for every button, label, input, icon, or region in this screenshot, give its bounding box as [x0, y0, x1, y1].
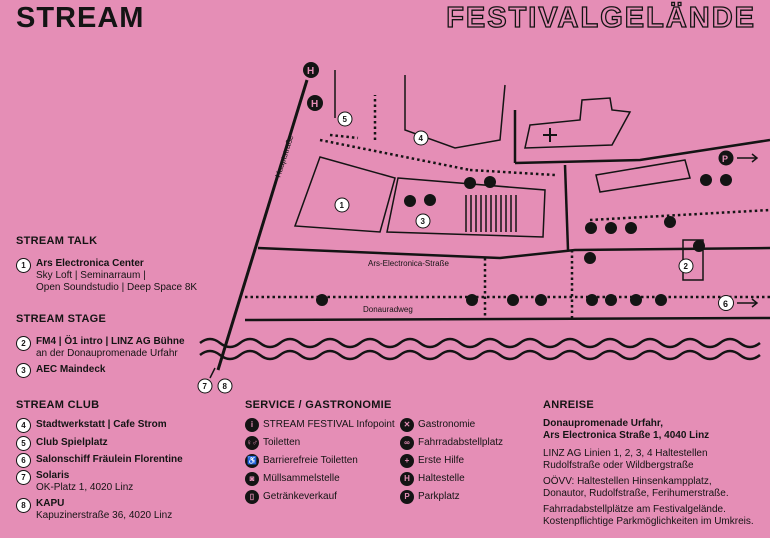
label-hauptstrasse: Hauptstraße	[273, 133, 296, 179]
club-item: KAPU Kapuzinerstraße 36, 4020 Linz	[36, 498, 173, 521]
club-item-number: 4	[16, 418, 31, 433]
anreise-public-transport: LINZ AG Linien 1, 2, 3, 4 Haltestellen Rudolfstraße oder Wildbergstraße	[543, 448, 708, 471]
map-service-icons	[316, 174, 732, 306]
bus-stop-marker-2	[307, 95, 323, 111]
food-icon: ✕	[400, 418, 414, 432]
svg-text:H: H	[311, 99, 319, 110]
talk-item-number: 1	[16, 258, 31, 273]
toilet-icon: ♀♂	[245, 436, 259, 450]
building-upper-right	[596, 160, 690, 192]
anreise-oovv: OÖVV: Haltestellen Hinsenkampplatz, Donautor, Rudolfstraße, Ferihumerstraße.	[543, 476, 729, 499]
talk-item	[36, 258, 226, 294]
danube-wave-1	[200, 339, 760, 347]
stage-item-detail: an der Donaupromenade Urfahr	[36, 348, 178, 359]
drink-icon: ▯	[245, 490, 259, 504]
parking-marker-2	[719, 296, 734, 311]
anreise-parking: Fahrradabstellplätze am Festivalgelände. Kostenpflichtige Parkmöglichkeiten im Umkreis.	[543, 504, 754, 527]
svg-text:2: 2	[683, 262, 688, 271]
stream-club-heading: STREAM CLUB	[16, 399, 100, 411]
club-item-number: 6	[16, 453, 31, 468]
svg-text:8: 8	[222, 382, 227, 391]
stage-item-number: 3	[16, 363, 31, 378]
svg-text:H: H	[307, 66, 315, 77]
anreise-heading: ANREISE	[543, 399, 594, 411]
anreise-address: Donaupromenade Urfahr, Ars Electronica Straße 1, 4040 Linz	[543, 418, 710, 441]
svg-text:6: 6	[723, 299, 729, 309]
stream-stage-heading: STREAM STAGE	[16, 313, 107, 325]
stage-item	[36, 336, 226, 360]
talk-item-name: Ars Electronica Center	[36, 258, 144, 269]
donauradweg-road	[245, 318, 770, 320]
info-icon: i	[245, 418, 259, 432]
map-site-3	[416, 214, 430, 228]
first-aid-icon: +	[400, 454, 414, 468]
label-ars-electronica-strasse: Ars-Electronica-Straße	[368, 259, 449, 268]
danube-wave-2	[200, 351, 760, 359]
stream-talk-heading: STREAM TALK	[16, 235, 98, 247]
service-heading: SERVICE / GASTRONOMIE	[245, 399, 392, 411]
parking-icon: P	[400, 490, 414, 504]
building-aec	[295, 157, 395, 232]
map-site-7	[198, 379, 212, 393]
talk-item-detail-2: Open Soundstudio | Deep Space 8K	[36, 282, 198, 293]
stage-item-number: 2	[16, 336, 31, 351]
svg-text:5: 5	[342, 115, 347, 124]
svg-text:4: 4	[418, 134, 423, 143]
map-site-2	[679, 259, 693, 273]
ars-electronica-road	[258, 248, 770, 258]
club-item: Stadtwerkstatt | Cafe Strom	[36, 419, 167, 430]
club-item: Salonschiff Fräulein Florentine	[36, 454, 183, 465]
club-item-number: 5	[16, 436, 31, 451]
title-festivalgelaende: FESTIVALGELÄNDE	[446, 2, 756, 34]
club-item: Solaris OK-Platz 1, 4020 Linz	[36, 470, 134, 493]
stage-item-name: FM4 | Ö1 intro | LINZ AG Bühne	[36, 336, 185, 347]
accessible-toilet-icon: ♿	[245, 454, 259, 468]
talk-item-detail-1: Sky Loft | Seminarraum |	[36, 270, 146, 281]
svg-text:7: 7	[202, 382, 207, 391]
bus-stop-icon: H	[400, 472, 414, 486]
club-item: Club Spielplatz	[36, 437, 108, 448]
map-site-4	[414, 131, 428, 145]
map-site-8	[218, 379, 232, 393]
map-site-1	[335, 198, 349, 212]
bus-stop-marker-1	[303, 62, 319, 78]
label-donauradweg: Donauradweg	[363, 305, 413, 314]
title-stream: STREAM	[16, 2, 145, 34]
svg-text:P: P	[722, 154, 729, 164]
parking-marker-1	[719, 151, 734, 166]
bin-icon: ◙	[245, 472, 259, 486]
bike-icon: ∞	[400, 436, 414, 450]
svg-text:1: 1	[339, 201, 344, 210]
club-item-number: 8	[16, 498, 31, 513]
map-site-5	[338, 112, 352, 126]
building-hospital	[525, 98, 630, 148]
stage-item: AEC Maindeck	[36, 364, 106, 375]
svg-text:3: 3	[420, 217, 425, 226]
hauptstrasse-road	[218, 80, 307, 370]
club-item-number: 7	[16, 470, 31, 485]
